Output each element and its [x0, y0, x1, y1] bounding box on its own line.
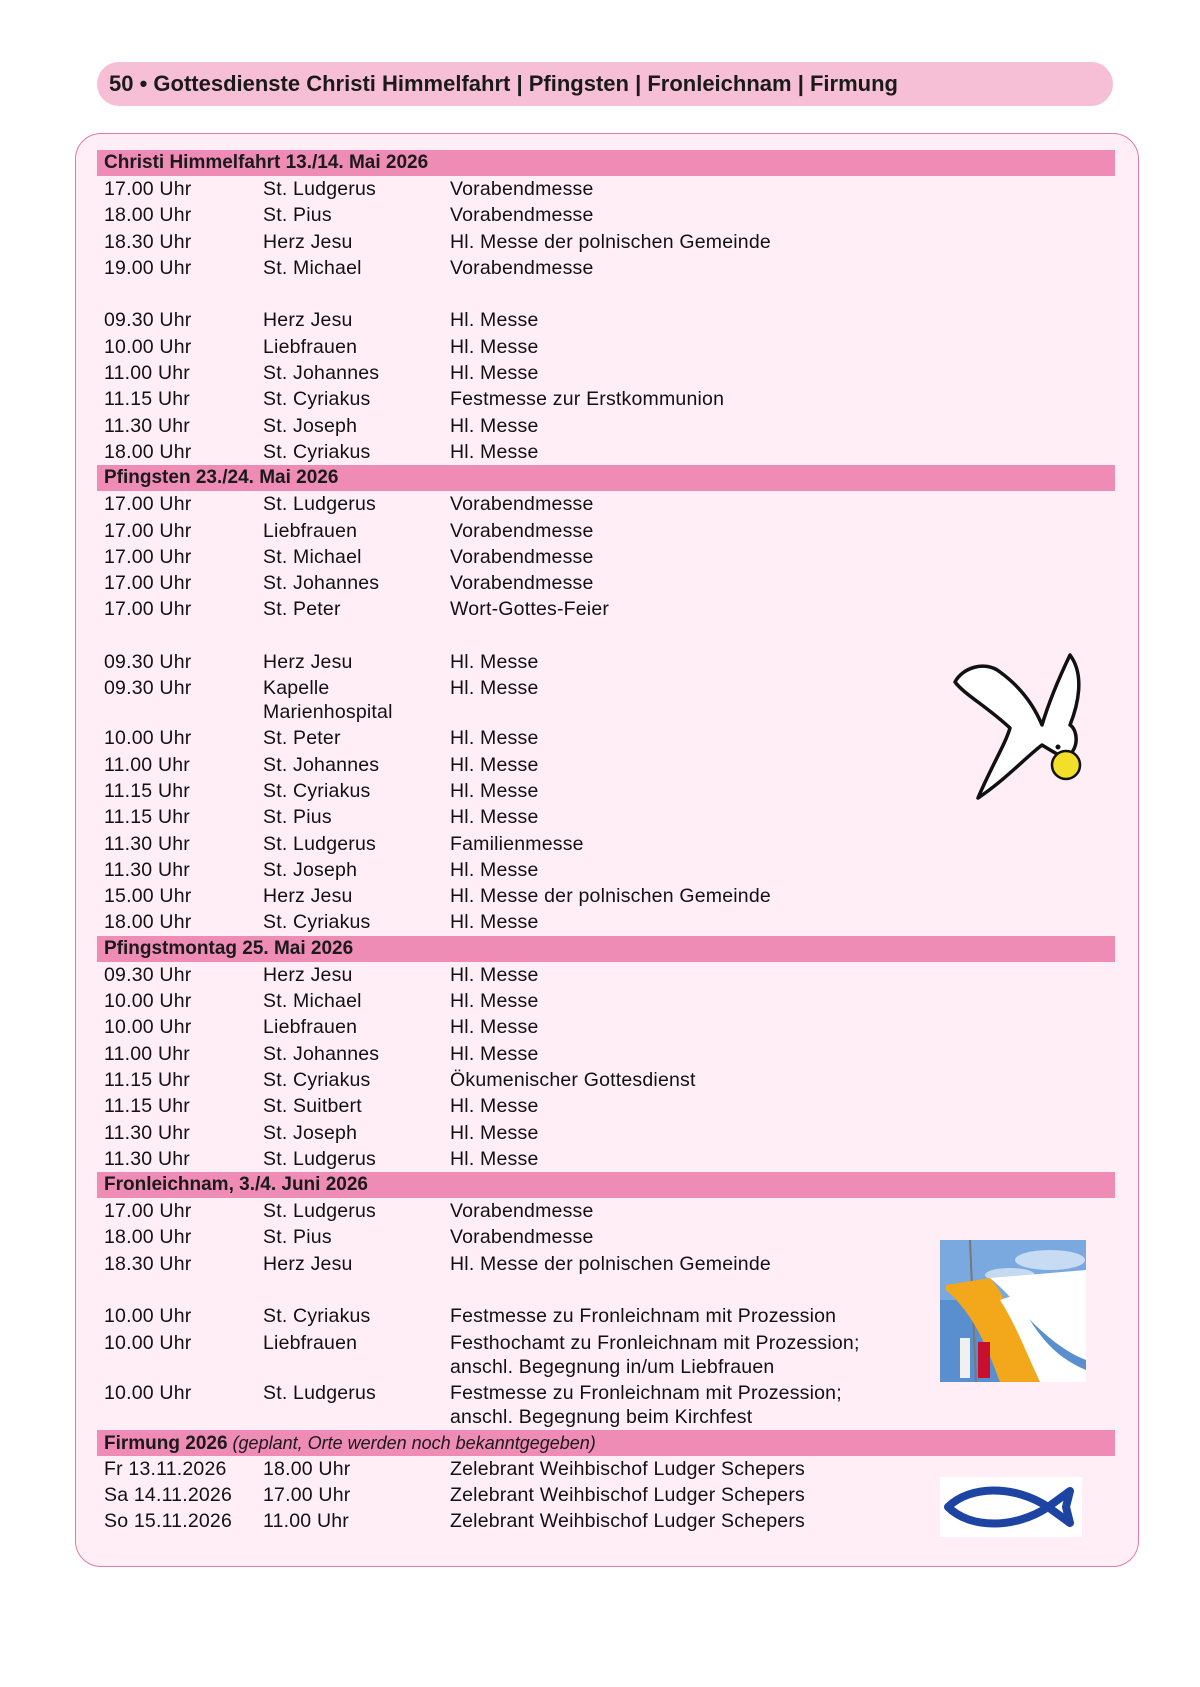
- schedule-row: [97, 857, 1115, 883]
- place-cell: St. Pius: [263, 204, 332, 227]
- schedule-row: [97, 988, 1115, 1014]
- service-cell: Festmesse zu Fronleichnam mit Prozession; anschl. Begegnung beim Kirchfest: [450, 1381, 842, 1428]
- service-cell: Hl. Messe: [450, 779, 539, 802]
- schedule-row: [97, 1093, 1115, 1119]
- schedule-row: [97, 439, 1115, 465]
- place-cell: Liebfrauen: [263, 1331, 358, 1354]
- service-cell: Hl. Messe: [450, 806, 539, 829]
- place-cell: St. Ludgerus: [263, 178, 376, 200]
- schedule-row: [97, 491, 1115, 517]
- place-cell: St. Ludgerus: [263, 493, 376, 516]
- time-cell: 19.00 Uhr: [104, 256, 192, 279]
- service-cell: Hl. Messe: [450, 1095, 539, 1118]
- dove-icon: [950, 650, 1085, 805]
- service-cell: Hl. Messe: [450, 990, 539, 1013]
- place-cell: St. Pius: [263, 1226, 332, 1249]
- section-note: (geplant, Orte werden noch bekanntgegeben): [227, 1432, 596, 1453]
- place-cell: St. Cyriakus: [263, 440, 371, 463]
- place-cell: 18.00 Uhr: [263, 1457, 351, 1480]
- place-cell: St. Johannes: [263, 572, 380, 595]
- time-cell: 09.30 Uhr: [104, 651, 192, 674]
- place-cell: Herz Jesu: [263, 1252, 353, 1275]
- service-cell: Hl. Messe der polnischen Gemeinde: [450, 230, 771, 253]
- service-cell: Vorabendmesse: [450, 1200, 594, 1223]
- place-cell: St. Cyriakus: [263, 1305, 371, 1328]
- schedule-row: [97, 1146, 1115, 1172]
- service-cell: Vorabendmesse: [450, 178, 594, 200]
- schedule-row: [97, 386, 1115, 412]
- service-cell: Hl. Messe: [450, 1121, 539, 1144]
- place-cell: 17.00 Uhr: [263, 1483, 351, 1506]
- time-cell: 09.30 Uhr: [104, 677, 192, 700]
- place-cell: St. Suitbert: [263, 1095, 362, 1118]
- service-cell: Zelebrant Weihbischof Ludger Schepers: [450, 1510, 805, 1533]
- place-cell: St. Johannes: [263, 362, 380, 385]
- time-cell: 11.00 Uhr: [104, 1042, 190, 1065]
- time-cell: 17.00 Uhr: [104, 572, 192, 595]
- place-cell: St. Cyriakus: [263, 1068, 371, 1091]
- service-cell: Vorabendmesse: [450, 519, 594, 542]
- service-cell: Vorabendmesse: [450, 493, 594, 516]
- place-cell: St. Joseph: [263, 1121, 358, 1144]
- schedule-row: [97, 544, 1115, 570]
- section-header: [97, 1172, 1115, 1198]
- place-cell: St. Cyriakus: [263, 911, 371, 934]
- time-cell: 11.30 Uhr: [104, 1147, 190, 1170]
- time-cell: 11.30 Uhr: [104, 832, 190, 855]
- place-cell: St. Joseph: [263, 414, 358, 437]
- service-cell: Ökumenischer Gottesdienst: [450, 1068, 696, 1091]
- place-cell: St. Michael: [263, 545, 362, 568]
- service-cell: Vorabendmesse: [450, 256, 594, 279]
- service-cell: Hl. Messe: [450, 651, 539, 674]
- service-cell: Hl. Messe: [450, 440, 539, 463]
- section-header: [97, 465, 1115, 491]
- service-cell: Hl. Messe: [450, 362, 539, 385]
- section-header: [97, 1430, 1115, 1456]
- service-cell: Festmesse zu Fronleichnam mit Prozession: [450, 1305, 837, 1328]
- place-cell: St. Cyriakus: [263, 388, 371, 411]
- schedule-row: [97, 334, 1115, 360]
- schedule-row: [97, 307, 1115, 333]
- section-title: Christi Himmelfahrt 13./14. Mai 2026: [104, 152, 429, 173]
- time-cell: 09.30 Uhr: [104, 309, 192, 332]
- schedule-row: [97, 1380, 1115, 1430]
- place-cell: St. Pius: [263, 806, 332, 829]
- flag-photo: [940, 1240, 1086, 1382]
- time-cell: Fr 13.11.2026: [104, 1457, 227, 1480]
- spacer-row: [97, 281, 1115, 307]
- place-cell: Herz Jesu: [263, 230, 353, 253]
- schedule-row: [97, 883, 1115, 909]
- time-cell: 17.00 Uhr: [104, 493, 192, 516]
- time-cell: 18.00 Uhr: [104, 440, 192, 463]
- service-cell: Vorabendmesse: [450, 572, 594, 595]
- time-cell: 17.00 Uhr: [104, 519, 192, 542]
- schedule-row: [97, 360, 1115, 386]
- time-cell: 09.30 Uhr: [104, 963, 192, 986]
- schedule-row: [97, 1067, 1115, 1093]
- place-cell: Herz Jesu: [263, 651, 353, 674]
- service-cell: Vorabendmesse: [450, 1226, 594, 1249]
- place-cell: St. Cyriakus: [263, 779, 371, 802]
- place-cell: St. Peter: [263, 598, 341, 621]
- place-cell: St. Ludgerus: [263, 1381, 376, 1404]
- ichthys-fish-icon: [940, 1477, 1082, 1537]
- service-cell: Hl. Messe: [450, 1042, 539, 1065]
- time-cell: 11.00 Uhr: [104, 753, 190, 776]
- service-cell: Festmesse zur Erstkommunion: [450, 388, 725, 411]
- spacer-row: [97, 623, 1115, 649]
- service-cell: Zelebrant Weihbischof Ludger Schepers: [450, 1483, 805, 1506]
- schedule-row: [97, 831, 1115, 857]
- time-cell: 17.00 Uhr: [104, 598, 192, 621]
- time-cell: 15.00 Uhr: [104, 885, 192, 908]
- time-cell: 10.00 Uhr: [104, 1305, 192, 1328]
- place-cell: St. Peter: [263, 727, 341, 750]
- place-cell: St. Ludgerus: [263, 1147, 376, 1170]
- time-cell: 11.15 Uhr: [104, 1068, 190, 1091]
- schedule-row: [97, 1041, 1115, 1067]
- service-cell: Wort-Gottes-Feier: [450, 598, 610, 621]
- time-cell: 10.00 Uhr: [104, 335, 192, 358]
- place-cell: St. Johannes: [263, 1042, 380, 1065]
- schedule-row: [97, 229, 1115, 255]
- service-cell: Hl. Messe: [450, 727, 539, 750]
- schedule-row: [97, 1198, 1115, 1224]
- section-title: Fronleichnam, 3./4. Juni 2026: [104, 1174, 368, 1196]
- service-cell: Hl. Messe: [450, 858, 539, 881]
- place-cell: Herz Jesu: [263, 963, 353, 986]
- place-cell: Liebfrauen: [263, 1016, 358, 1039]
- service-cell: Vorabendmesse: [450, 545, 594, 568]
- service-cell: Hl. Messe der polnischen Gemeinde: [450, 1252, 771, 1275]
- time-cell: 18.30 Uhr: [104, 1252, 192, 1275]
- place-cell: Kapelle Marienhospital: [263, 677, 393, 724]
- schedule-row: [97, 202, 1115, 228]
- service-cell: Vorabendmesse: [450, 204, 594, 227]
- schedule-row: [97, 596, 1115, 622]
- time-cell: 10.00 Uhr: [104, 1331, 192, 1354]
- time-cell: 18.30 Uhr: [104, 230, 192, 253]
- section-header: [97, 150, 1115, 176]
- time-cell: 11.15 Uhr: [104, 779, 190, 802]
- place-cell: St. Ludgerus: [263, 832, 376, 855]
- service-cell: Zelebrant Weihbischof Ludger Schepers: [450, 1457, 805, 1480]
- place-cell: Herz Jesu: [263, 309, 353, 332]
- place-cell: St. Johannes: [263, 753, 380, 776]
- schedule-row: [97, 518, 1115, 544]
- section-title: Pfingstmontag 25. Mai 2026: [104, 937, 354, 959]
- service-cell: Hl. Messe: [450, 414, 539, 437]
- place-cell: Liebfrauen: [263, 335, 358, 358]
- time-cell: 10.00 Uhr: [104, 727, 192, 750]
- time-cell: 17.00 Uhr: [104, 1200, 192, 1223]
- service-cell: Hl. Messe: [450, 1147, 539, 1170]
- schedule-row: [97, 962, 1115, 988]
- service-cell: Familienmesse: [450, 832, 584, 855]
- place-cell: 11.00 Uhr: [263, 1510, 349, 1533]
- time-cell: 11.15 Uhr: [104, 1095, 190, 1118]
- time-cell: So 15.11.2026: [104, 1510, 233, 1533]
- schedule-row: [97, 909, 1115, 935]
- time-cell: 17.00 Uhr: [104, 178, 192, 200]
- page-header: [97, 62, 1113, 106]
- schedule-row: [97, 413, 1115, 439]
- time-cell: 11.30 Uhr: [104, 1121, 190, 1144]
- service-cell: Hl. Messe: [450, 335, 539, 358]
- schedule-row: [97, 176, 1115, 202]
- place-cell: St. Michael: [263, 990, 362, 1013]
- place-cell: St. Joseph: [263, 858, 358, 881]
- place-cell: Liebfrauen: [263, 519, 358, 542]
- time-cell: 10.00 Uhr: [104, 1016, 192, 1039]
- service-cell: Hl. Messe: [450, 309, 539, 332]
- time-cell: 11.15 Uhr: [104, 806, 190, 829]
- time-cell: 18.00 Uhr: [104, 1226, 192, 1249]
- time-cell: 11.30 Uhr: [104, 414, 190, 437]
- service-cell: Hl. Messe: [450, 1016, 539, 1039]
- place-cell: St. Michael: [263, 256, 362, 279]
- schedule-row: [97, 1014, 1115, 1040]
- time-cell: 10.00 Uhr: [104, 990, 192, 1013]
- time-cell: 18.00 Uhr: [104, 911, 192, 934]
- schedule-row: [97, 1120, 1115, 1146]
- time-cell: 11.00 Uhr: [104, 362, 190, 385]
- section-header: [97, 936, 1115, 962]
- section-title: Firmung 2026: [104, 1432, 228, 1454]
- time-cell: 17.00 Uhr: [104, 545, 192, 568]
- time-cell: 11.30 Uhr: [104, 858, 190, 881]
- schedule-row: [97, 570, 1115, 596]
- section-title: Pfingsten 23./24. Mai 2026: [104, 467, 339, 489]
- page-title: 50 • Gottesdienste Christi Himmelfahrt | Pfingsten | Fronleichnam | Firmung: [109, 71, 898, 96]
- service-cell: Hl. Messe: [450, 911, 539, 934]
- service-cell: Hl. Messe: [450, 677, 539, 700]
- service-cell: Festhochamt zu Fronleichnam mit Prozession; anschl. Begegnung in/um Liebfrauen: [450, 1331, 860, 1378]
- service-cell: Hl. Messe: [450, 963, 539, 986]
- service-cell: Hl. Messe der polnischen Gemeinde: [450, 885, 771, 908]
- schedule-row: [97, 255, 1115, 281]
- time-cell: 11.15 Uhr: [104, 388, 190, 411]
- time-cell: 18.00 Uhr: [104, 204, 192, 227]
- time-cell: 10.00 Uhr: [104, 1381, 192, 1404]
- time-cell: Sa 14.11.2026: [104, 1483, 233, 1506]
- place-cell: Herz Jesu: [263, 885, 353, 908]
- service-cell: Hl. Messe: [450, 753, 539, 776]
- place-cell: St. Ludgerus: [263, 1200, 376, 1223]
- schedule-row: [97, 804, 1115, 830]
